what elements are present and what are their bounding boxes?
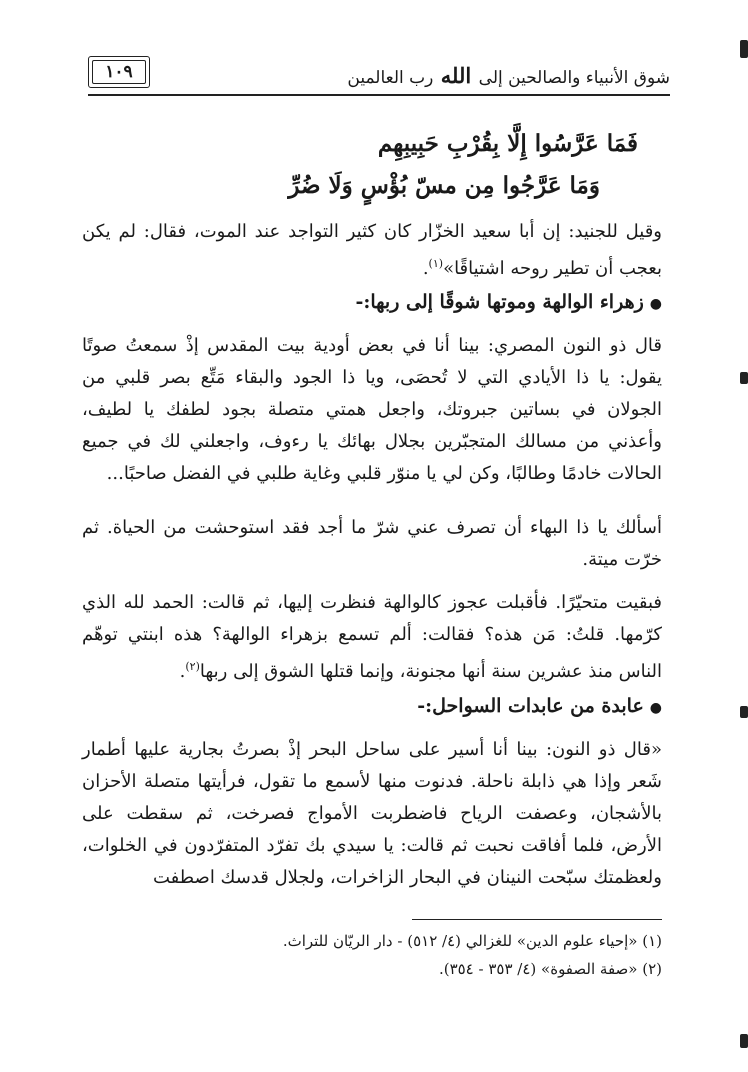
page-header — [88, 50, 670, 96]
poem-verse-2: وَمَا عَرَّجُوا مِن مسّ بُؤْسٍ وَلَا ضُرِّ — [288, 172, 600, 199]
edge-mark — [740, 372, 748, 384]
paragraph-text: وقيل للجنيد: إن أبا سعيد الخزّار كان كثير التواجد عند الموت، فقال: لم يكن بعجب أن تطير روحه اشتياقًا» — [82, 221, 662, 279]
page-number-text: ١٠٩ — [105, 62, 133, 82]
footnote-ref: (٢) — [185, 660, 200, 673]
footnote-divider — [412, 919, 662, 920]
heading-text: عابدة من عابدات السواحل:- — [417, 695, 644, 717]
running-title-part1: شوق الأنبياء والصالحين إلى — [478, 68, 670, 88]
paragraph-coast: «قال ذو النون: بينا أنا أسير على ساحل البحر إذْ بصرتُ بجارية عليها أطمار شَعر وإذا هي ذابلة ناحلة. فدنوت منها لأسمع ما تقول، فرأيتها متصلة الأحزان بالأشجان، وعصفت الرياح فاضطربت الأمواج فصرخت، ثم سقطت على الأرض، فلما أفاقت نحبت ثم قالت: يا سيدي بك تفرّد المتفرّدون في الخلوات، ولعظمتك سبّحت النينان في البحار الزاخرات، ولجلال قدسك اصطفت — [82, 739, 662, 888]
page-number — [88, 56, 150, 88]
paragraph-old-woman: فبقيت متحيّرًا. فأقبلت عجوز كالوالهة فنظرت إليها، ثم قالت: الحمد لله الذي كرّمها. قلتُ: مَن هذه؟ فقالت: ألم تسمع بزهراء الوالهة؟ هذه ابنتي توهّم الناس منذ عشرين سنة أنها مجنونة، وإنما قتلها الشوق إلى ربها$^{(٢)}$. — [82, 592, 662, 682]
heading-text: زهراء الوالهة وموتها شوقًا إلى ربها:- — [355, 291, 644, 313]
paragraph-junaid: وقيل للجنيد: إن أبا سعيد الخزّار كان كثير التواجد عند الموت، فقال: لم يكن بعجب أن تطير روحه اشتياقًا»$^{(١)}$. — [82, 221, 662, 279]
footnote-2: (٢) «صفة الصفوة» (٤/ ٣٥٣ - ٣٥٤). — [438, 960, 662, 978]
paragraph-supplication: أسألك يا ذا البهاء أن تصرف عني شرّ ما أجد فقد استوحشت من الحياة. ثم خرّت ميتة. — [82, 517, 662, 570]
bullet-icon: ● — [649, 296, 662, 312]
edge-mark — [740, 706, 748, 718]
bullet-icon: ● — [649, 700, 662, 716]
edge-mark — [740, 40, 748, 58]
section-heading-zahraa — [82, 287, 662, 319]
running-title-allah: الله — [440, 63, 472, 88]
edge-mark — [740, 1034, 748, 1048]
section-heading-coast — [82, 691, 662, 723]
paragraph-dhunnun: قال ذو النون المصري: بينا أنا في بعض أودية بيت المقدس إذْ سمعتُ صوتًا يقول: يا ذا الأيادي التي لا تُحصَى، ويا ذا الجود والبقاء مَتِّع بصر قلبي من الجولان في بساتين جبروتك، واجعل همتي متصلة بجود لطفك يا لطيف، وأعذني من مسالك المتجبّرين بجلال بهائك يا رءوف، واجعلني لك في جميع الحالات خادمًا وطالبًا، وكن لي يا منوّر قلبي وغاية طلبي في الفضل صاحبًا... — [82, 335, 662, 484]
running-title — [347, 63, 670, 88]
footnote-1: (١) «إحياء علوم الدين» للغزالي (٤/ ٥١٢) - دار الريّان للتراث. — [282, 932, 662, 950]
running-title-part2: رب العالمين — [347, 68, 434, 88]
paragraph-text: فبقيت متحيّرًا. فأقبلت عجوز كالوالهة فنظرت إليها، ثم قالت: الحمد لله الذي كرّمها. قلتُ: مَن هذه؟ فقالت: ألم تسمع بزهراء الوالهة؟ هذه ابنتي توهّم الناس منذ عشرين سنة أنها مجنونة، وإنما قتلها الشوق إلى ربها — [82, 592, 662, 682]
footnote-ref: (١) — [428, 257, 444, 270]
poem-verse-1: فَمَا عَرَّسُوا إِلَّا بِقُرْبِ حَبِيبِهِم — [377, 130, 638, 157]
